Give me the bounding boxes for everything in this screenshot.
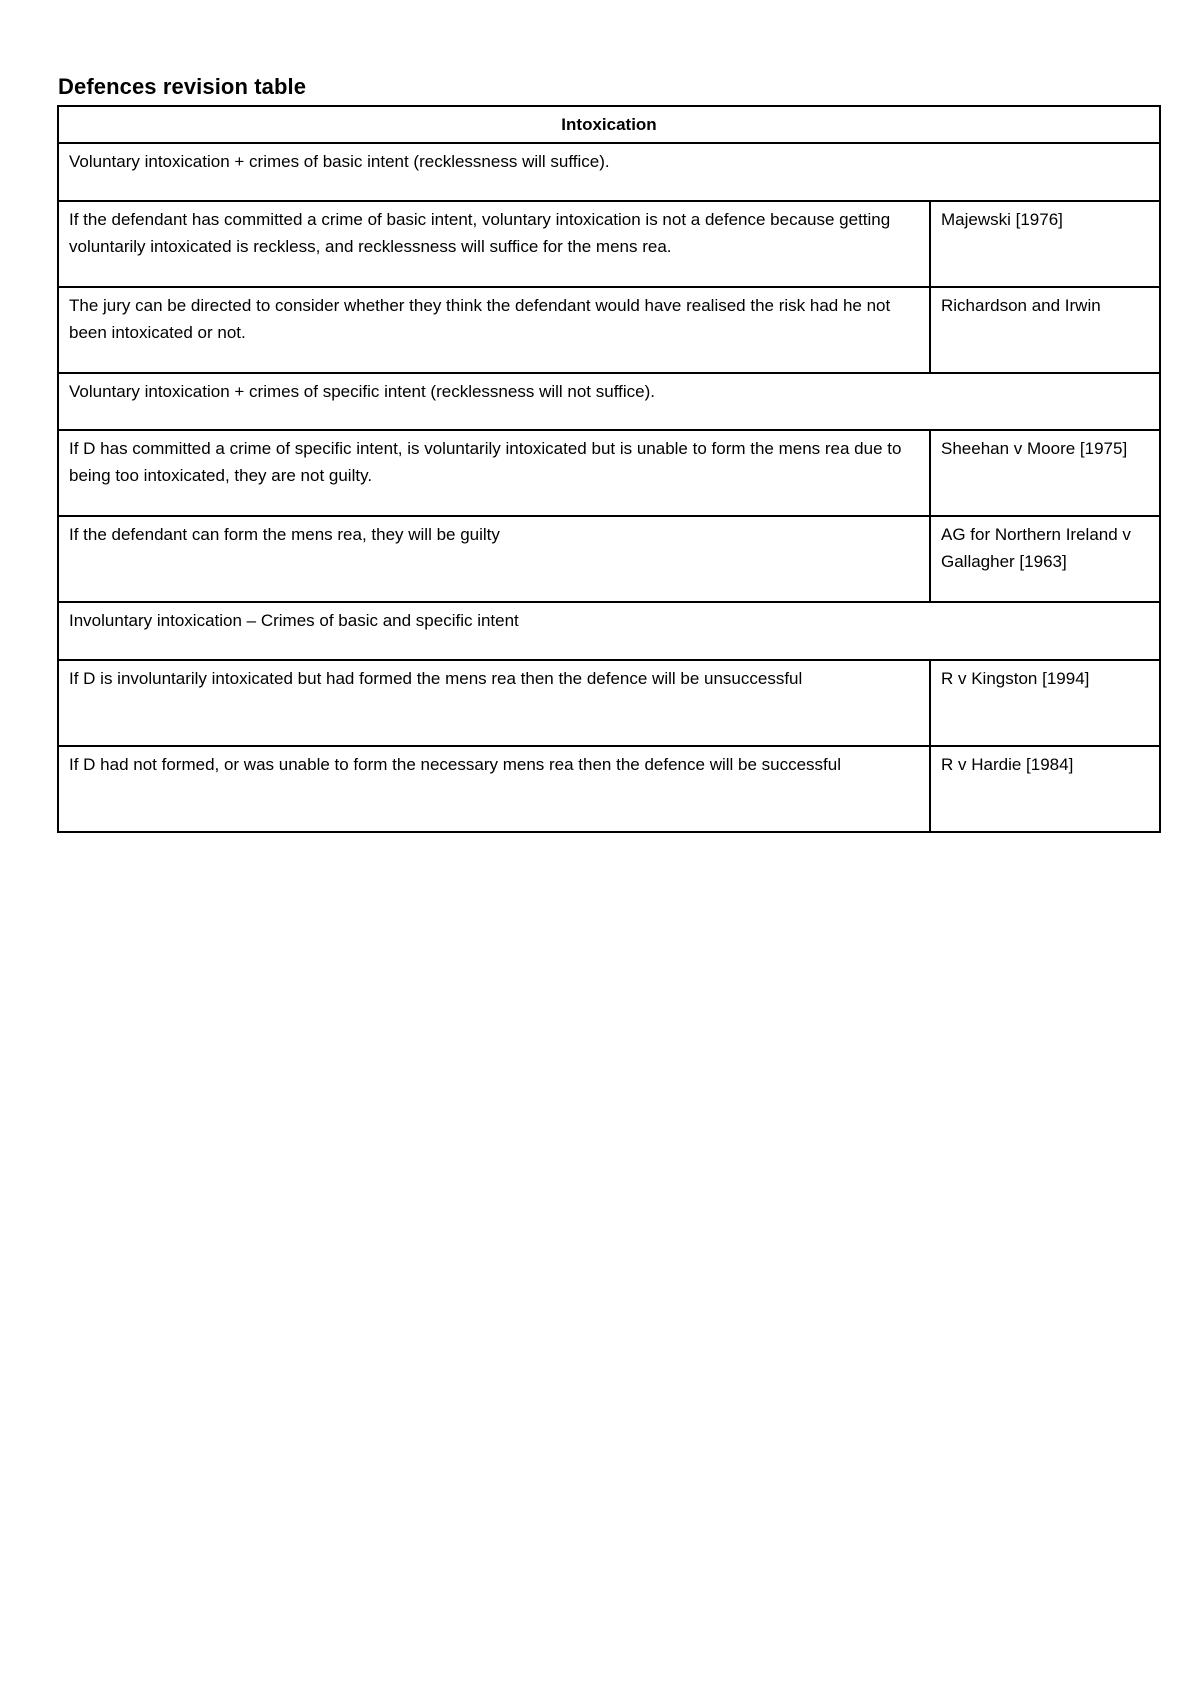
section-heading-row [58,602,1160,660]
row-case: R v Kingston [1994] [930,660,1160,746]
table-row [58,201,1160,287]
row-case: AG for Northern Ireland v Gallagher [1963] [930,516,1160,602]
page-title: Defences revision table [58,74,307,99]
row-description: If the defendant has committed a crime of basic intent, voluntary intoxication is not a defence because getting voluntarily intoxicated is reckless, and recklessness will suffice for the mens rea. [58,201,930,287]
row-description: If D is involuntarily intoxicated but had formed the mens rea then the defence will be unsuccessful [58,660,930,746]
table-row [58,660,1160,746]
row-description: The jury can be directed to consider whether they think the defendant would have realised the risk had he not been intoxicated or not. [58,287,930,373]
revision-table [57,105,1161,833]
table-header: Intoxication [58,106,1160,143]
row-description: If D had not formed, or was unable to form the necessary mens rea then the defence will be successful [58,746,930,832]
section-heading-row [58,143,1160,201]
section-heading: Involuntary intoxication – Crimes of basic and specific intent [58,602,1160,660]
row-description: If D has committed a crime of specific intent, is voluntarily intoxicated but is unable to form the mens rea due to being too intoxicated, they are not guilty. [58,430,930,516]
table-header-row [58,106,1160,143]
row-case: Majewski [1976] [930,201,1160,287]
table-row [58,516,1160,602]
row-case: R v Hardie [1984] [930,746,1160,832]
row-case: Richardson and Irwin [930,287,1160,373]
row-description: If the defendant can form the mens rea, they will be guilty [58,516,930,602]
table-row [58,430,1160,516]
section-heading: Voluntary intoxication + crimes of basic intent (recklessness will suffice). [58,143,1160,201]
table-row [58,287,1160,373]
section-heading-row [58,373,1160,430]
section-heading: Voluntary intoxication + crimes of specific intent (recklessness will not suffice). [58,373,1160,430]
row-case: Sheehan v Moore [1975] [930,430,1160,516]
table-row [58,746,1160,832]
